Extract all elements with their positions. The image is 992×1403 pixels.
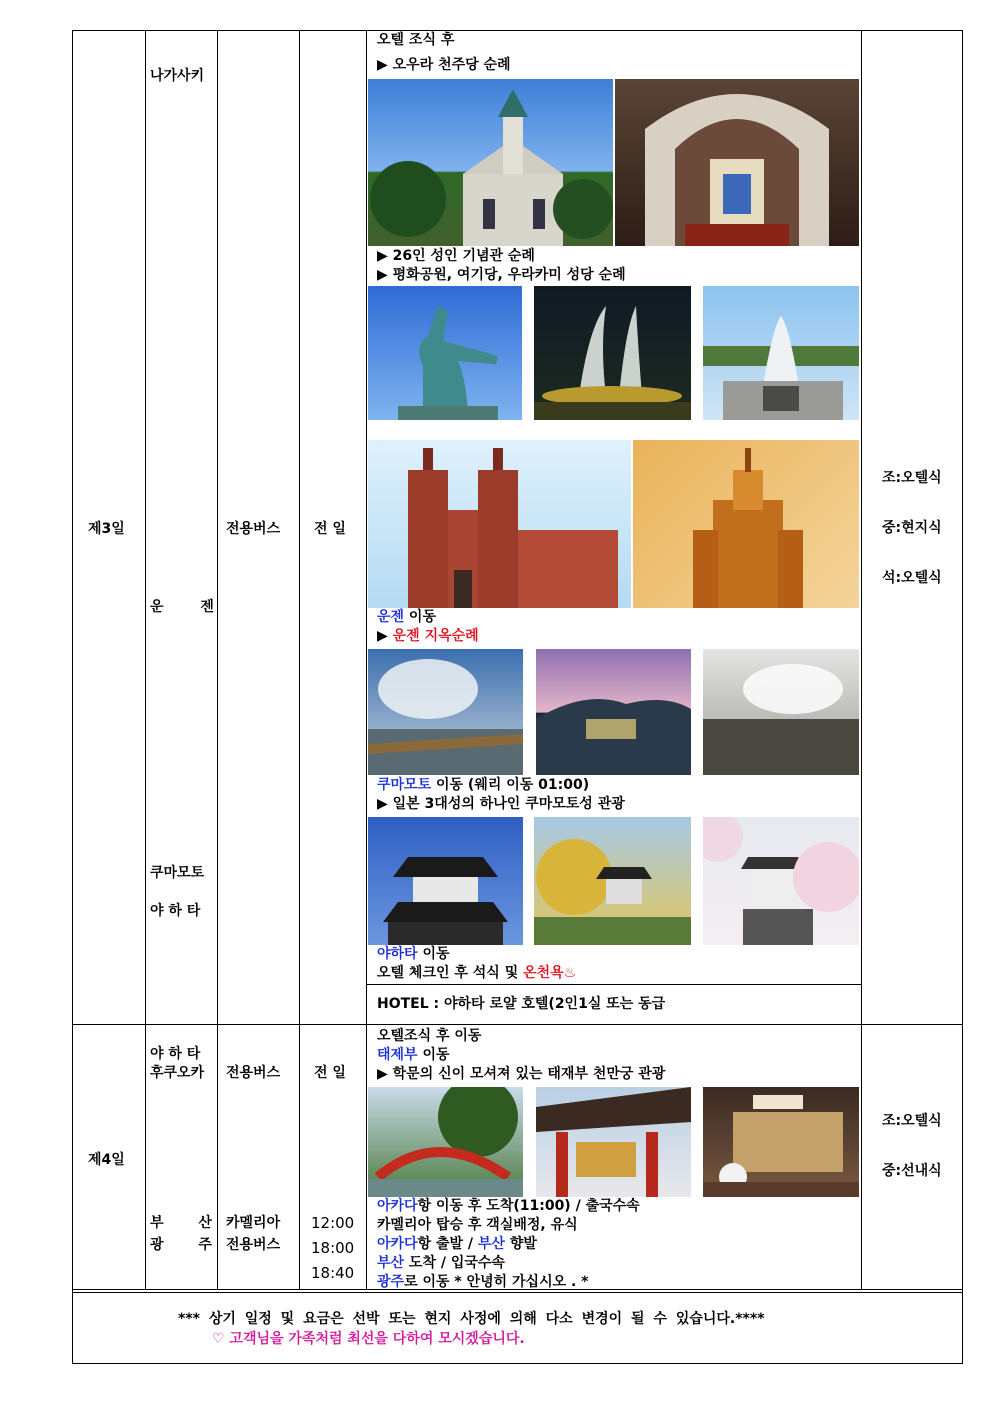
day3-hotel: HOTEL : 야하타 로얄 호텔(2인1실 또는 동급 [377,996,666,1012]
footer-greeting: ♡ 고객님을 가족처럼 최선을 다하여 모시겠습니다. [212,1331,525,1347]
day4-place-busan: 부 산 [150,1215,212,1231]
col-divider-3 [299,30,300,1290]
busan-depart-text: 향발 [504,1236,537,1252]
tenmangu-gate-photo [536,1087,691,1197]
busan-arrive-text: 도착 / 입국수속 [404,1255,505,1271]
day3-transport: 전용버스 [226,521,281,537]
day4-time-2: 18:00 [311,1239,355,1257]
unzen-hell-steam-photo [368,649,523,775]
busan-place-1: 부산 [477,1236,505,1252]
peace-statue-photo [368,286,522,420]
yahata-move-text: 이동 [417,946,450,962]
dazaifu-bridge-photo [368,1087,523,1197]
day3-breakfast: 오텔 조식 후 [377,32,455,48]
hotel-row-divider [366,984,862,985]
day4-label: 제4일 [88,1152,125,1168]
akada-depart-text: 항 출발 / [417,1236,478,1252]
urakami-cathedral-photo [368,440,631,608]
day3-meal-dinner: 석:오텔식 [882,570,942,586]
col-divider-5 [861,30,862,1290]
dazaifu-move-text: 이동 [417,1047,450,1063]
onsen-text: 온천욕♨ [523,965,577,981]
day4-meal-breakfast: 조:오텔식 [882,1113,942,1129]
day4-place-gwangju: 광 주 [150,1237,212,1253]
dazaifu-place-text: 태제부 [377,1047,418,1063]
day3-castle: ▶ 일본 3대성의 하나인 쿠마모토성 관광 [377,796,625,812]
day3-time: 전 일 [314,521,346,537]
akada-arrive-text: 항 이동 후 도착(11:00) / 출국수속 [417,1198,640,1214]
table-bottom-border [72,1363,963,1364]
oura-church-interior-photo [615,79,859,246]
hell-arrow: ▶ [377,628,393,644]
unzen-place-text: 운젠 [377,609,405,625]
day3-checkin [377,964,576,982]
gwangju-text: 로 이동 * 안녕히 가십시오 . * [404,1274,589,1290]
day3-unzen-move [377,608,436,626]
day4-time-allday: 전 일 [314,1065,346,1081]
footer-notice: *** 상기 일정 및 요금은 선박 또는 현지 사정에 의해 다소 변경이 될 수 있습니다.**** [178,1311,765,1327]
kumamoto-castle-photo-1 [368,817,523,945]
fountain-night-photo [534,286,691,420]
place-unzen: 운 젠 [150,599,214,615]
day4-time-1: 12:00 [311,1214,355,1232]
day3-meal-lunch: 중:현지식 [882,520,942,536]
day3-yahata-move [377,945,450,963]
hell-tour-text: 운젠 지옥순례 [392,628,479,644]
kumamoto-castle-sakura-photo [703,817,859,945]
unzen-fumarole-photo [703,649,859,775]
day4-transport-bus: 전용버스 [226,1065,281,1081]
checkin-text: 오텔 체크인 후 석식 및 [377,965,524,981]
col-divider-4 [366,30,367,1290]
table-left-border [72,30,73,1364]
place-kumamoto: 쿠마모토 [150,865,205,881]
day4-akada-depart [377,1235,537,1253]
unzen-move-text: 이동 [404,609,436,625]
day4-tenmangu: ▶ 학문의 신이 모셔져 있는 태재부 천만궁 관광 [377,1066,666,1082]
day3-label: 제3일 [88,521,125,537]
day3-oura: ▶ 오우라 천주당 순례 [377,57,511,73]
day4-dazaifu-move [377,1046,450,1064]
day4-akada-arrive [377,1197,640,1215]
day4-breakfast: 오텔조식 후 이동 [377,1028,482,1044]
akada-place-2: 아카다 [377,1236,418,1252]
table-top-border [72,30,963,31]
kumamoto-castle-photo-2 [534,817,691,945]
day4-busan-arrive [377,1254,505,1272]
day-row-divider [72,1024,963,1025]
altar-gold-photo [633,440,859,608]
kumamoto-place-text: 쿠마모토 [377,777,432,793]
day4-camellia: 카멜리아 탑승 후 객실배정, 유식 [377,1217,578,1233]
day3-martyrs: ▶ 26인 성인 기념관 순례 [377,248,535,264]
akada-place-1: 아카다 [377,1198,418,1214]
day4-transport-bus-2: 전용버스 [226,1237,281,1253]
day3-hell-tour [377,627,479,645]
day4-gwangju [377,1273,589,1291]
yahata-place-text: 야하타 [377,946,418,962]
day3-peace: ▶ 평화공원, 여기당, 우라카미 성당 순례 [377,267,626,283]
peace-park-fountain-photo [703,286,859,420]
day4-meal-lunch: 중:선내식 [882,1163,942,1179]
col-divider-1 [145,30,146,1290]
busan-place-2: 부산 [377,1255,405,1271]
dazaifu-shop-photo [703,1087,859,1197]
table-right-border [962,30,963,1364]
oura-church-exterior-photo [368,79,613,246]
day4-time-3: 18:40 [311,1264,355,1282]
footer-divider-b [72,1292,963,1293]
col-divider-2 [217,30,218,1290]
day4-transport-ferry: 카멜리아 [226,1215,281,1231]
unzen-town-dusk-photo [536,649,691,775]
place-nagasaki: 나가사키 [150,68,205,84]
place-yahata: 야 하 타 [150,903,201,919]
day3-kumamoto-move [377,776,589,794]
day4-place-yahata: 야 하 타 [150,1046,201,1062]
day4-place-fukuoka: 후쿠오카 [150,1065,205,1081]
gwangju-place: 광주 [377,1274,405,1290]
day3-meal-breakfast: 조:오텔식 [882,470,942,486]
kumamoto-move-text: 이동 (웨리 이동 01:00) [431,777,590,793]
